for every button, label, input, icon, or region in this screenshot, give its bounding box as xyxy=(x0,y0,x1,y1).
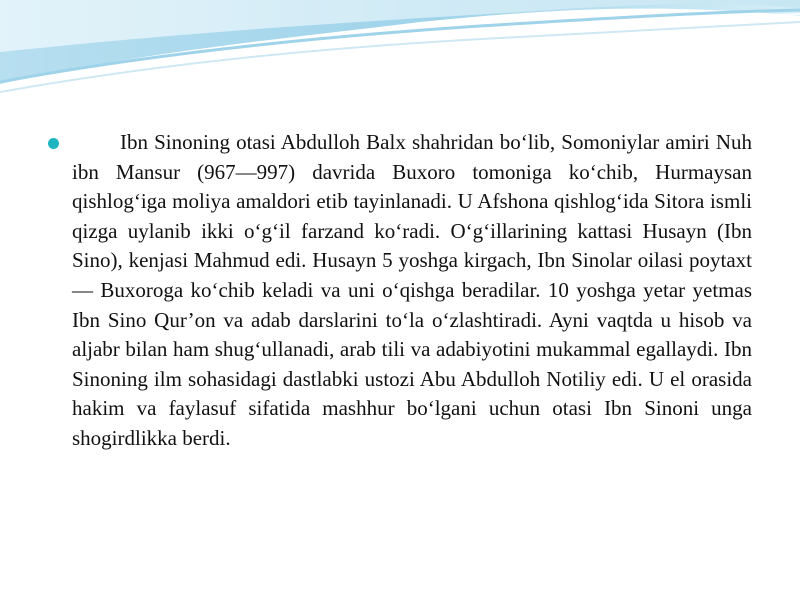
slide-body xyxy=(48,128,752,454)
header-wave-decoration xyxy=(0,0,800,120)
body-paragraph: Ibn Sinoning otasi Abdulloh Balx shahridan bo‘lib, Somoniylar amiri Nuh ibn Mansur (967—997) davrida Buxoro tomoniga ko‘chib, Hurmaysan qishlog‘iga moliya amaldori etib tayinlanadi. U Afshona qishlog‘ida Sitora ismli qizga uylanib ikki o‘g‘il farzand ko‘radi. O‘g‘illarining kattasi Husayn (Ibn Sino), kenjasi Mahmud edi. Husayn 5 yoshga kirgach, Ibn Sinolar oilasi poytaxt — Buxoroga ko‘chib keladi va uni o‘qishga beradilar. 10 yoshga yetar yetmas Ibn Sino Qur’on va adab darslarini to‘la o‘zlashtiradi. Ayni vaqtda u hisob va aljabr bilan ham shug‘ullanadi, arab tili va adabiyotini mukammal egallaydi. Ibn Sinoning ilm sohasidagi dastlabki ustozi Abu Abdulloh Notiliy edi. U el orasida hakim va faylasuf sifatida mashhur bo‘lgani uchun otasi Ibn Sinoni unga shogirdlikka berdi. xyxy=(72,130,752,450)
bullet-icon xyxy=(48,138,59,149)
